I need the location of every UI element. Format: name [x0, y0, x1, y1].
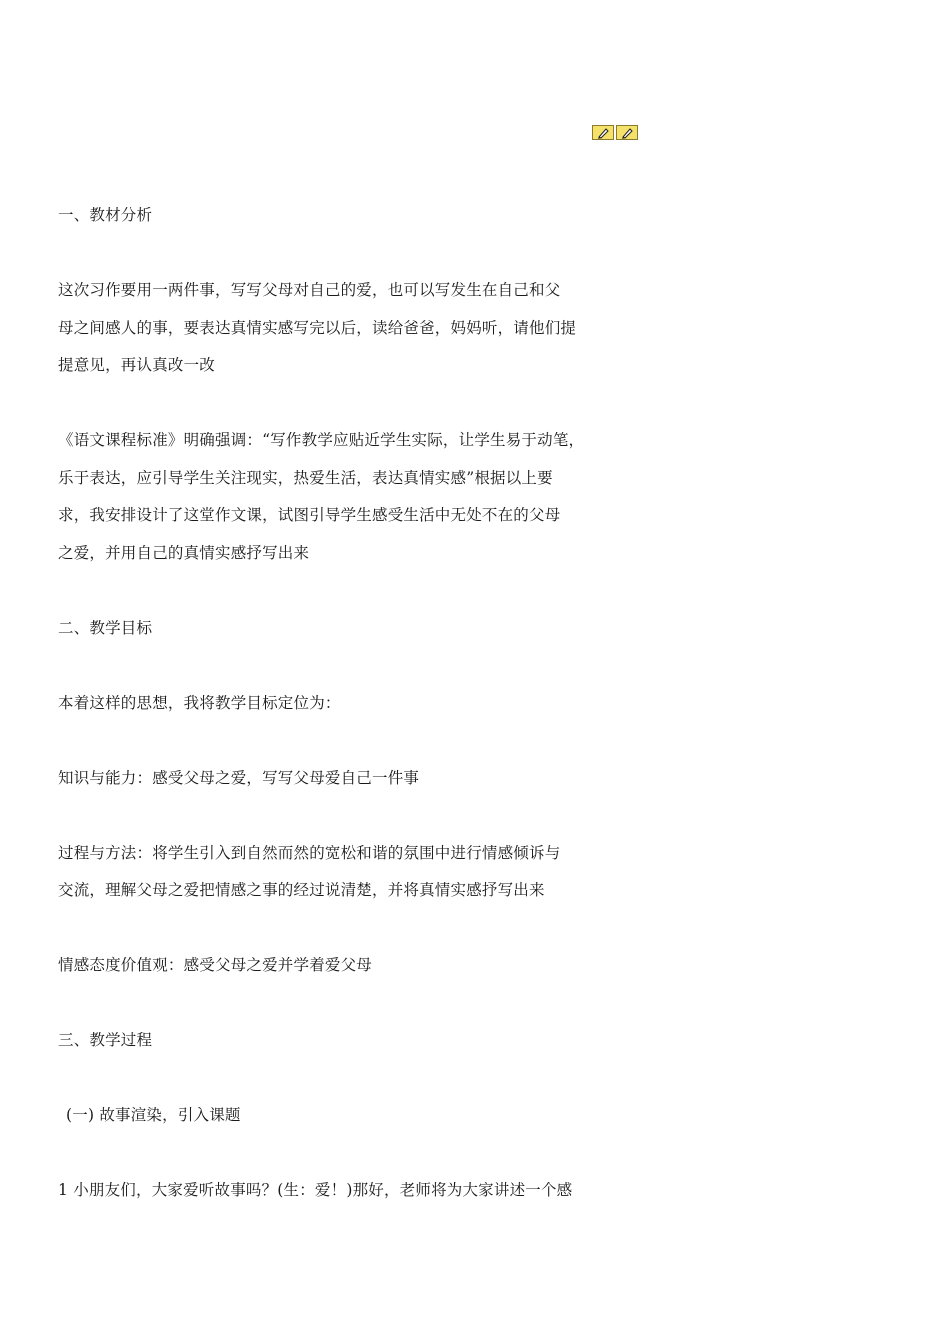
- pencil-icon-glyph: [596, 127, 610, 139]
- paragraph-line: 过程与方法：将学生引入到自然而然的宽松和谐的氛围中进行情感倾诉与: [58, 843, 561, 862]
- paragraph-line: 乐于表达，应引导学生关注现实，热爱生活，表达真情实感”根据以上要: [58, 468, 553, 487]
- section-heading-1: 一、教材分析: [58, 206, 153, 224]
- paragraph-line: 《语文课程标准》明确强调：“写作教学应贴近学生实际，让学生易于动笔，: [58, 431, 585, 449]
- paragraph-line: 1 小朋友们，大家爱听故事吗？(生：爱！)那好，老师将为大家讲述一个感: [58, 1181, 573, 1199]
- document-body: [58, 197, 598, 1210]
- paragraph-line: 之爱，并用自己的真情实感抒写出来: [58, 543, 310, 562]
- paragraph-line: 求，我安排设计了这堂作文课，试图引导学生感受生活中无处不在的父母: [58, 506, 561, 524]
- subsection-heading: (一) 故事渲染，引入课题: [66, 1106, 241, 1124]
- section-heading-3: 三、教学过程: [58, 1031, 153, 1049]
- pencil-icon-glyph: [620, 127, 634, 139]
- paragraph-line: 这次习作要用一两件事，写写父母对自己的爱，也可以写发生在自己和父: [58, 281, 561, 299]
- paragraph-line: 母之间感人的事，要表达真情实感写完以后，读给爸爸，妈妈听，请他们提: [58, 318, 577, 337]
- paragraph-line: 知识与能力：感受父母之爱，写写父母爱自己一件事: [58, 768, 420, 787]
- paragraph-line: 提意见，再认真改一改: [58, 356, 216, 374]
- header-icons: [592, 125, 638, 140]
- paragraph-line: 本着这样的思想，我将教学目标定位为：: [58, 693, 341, 712]
- paragraph-line: 交流，理解父母之爱把情感之事的经过说清楚，并将真情实感抒写出来: [58, 881, 545, 899]
- pencil-icon[interactable]: [592, 125, 614, 140]
- section-heading-2: 二、教学目标: [58, 618, 153, 637]
- pencil-icon[interactable]: [616, 125, 638, 140]
- paragraph-line: 情感态度价值观：感受父母之爱并学着爱父母: [58, 956, 373, 974]
